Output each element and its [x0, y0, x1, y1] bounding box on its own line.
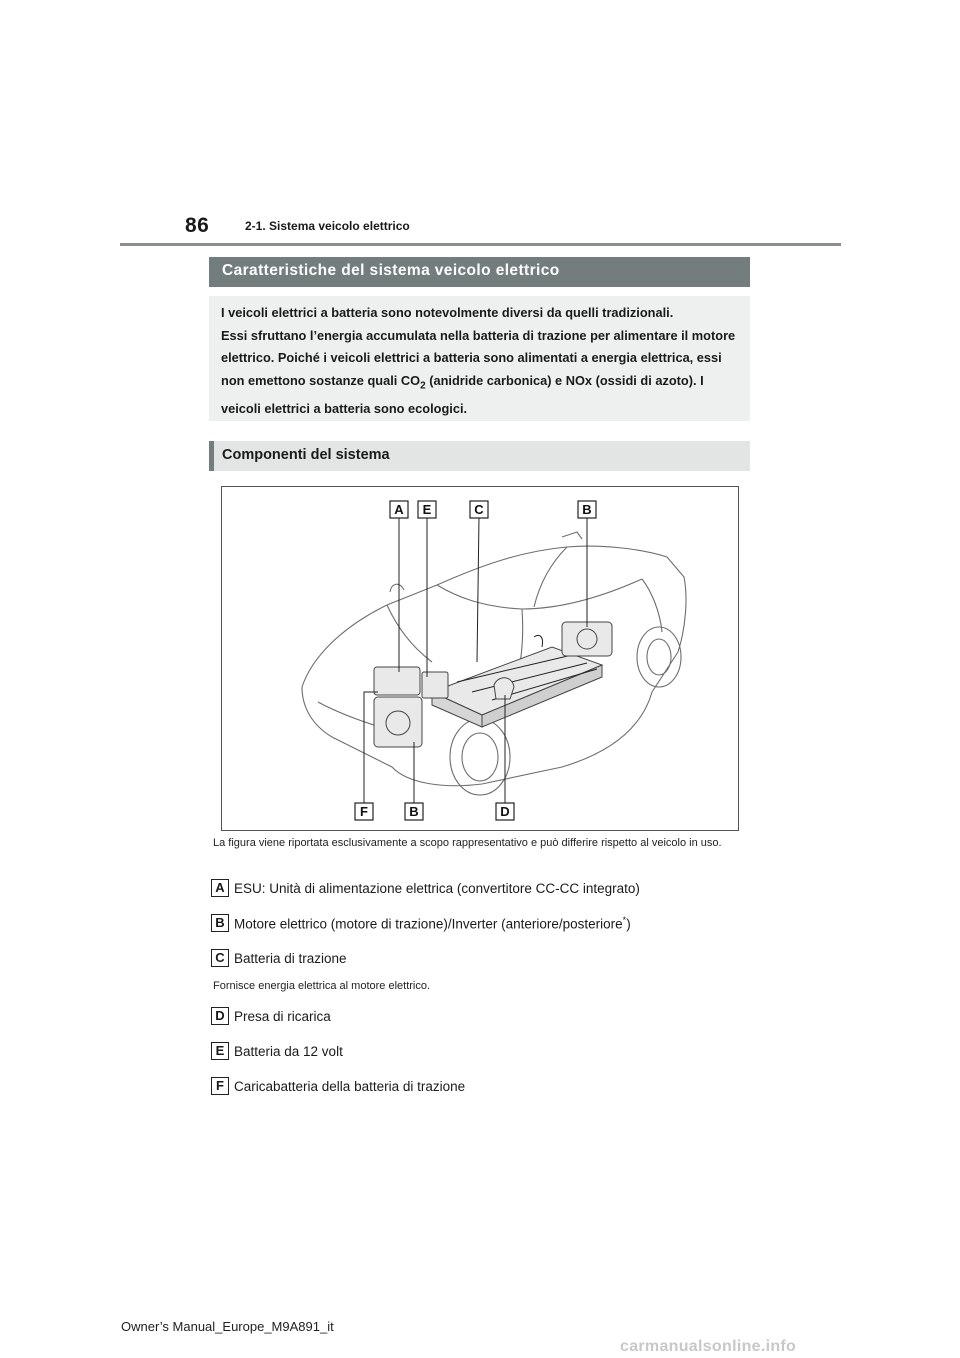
svg-text:F: F — [360, 804, 368, 819]
footer-text: Owner’s Manual_Europe_M9A891_it — [121, 1319, 334, 1334]
battery-pack — [432, 647, 602, 727]
component-item-e — [211, 1042, 343, 1060]
section-accent — [209, 441, 214, 471]
label-b-top — [578, 501, 596, 518]
component-note: Fornisce energia elettrica al motore elettrico. — [213, 980, 431, 992]
component-item-c — [211, 949, 347, 967]
label-a — [390, 501, 408, 518]
component-text: ESU: Unità di alimentazione elettrica (convertitore CC-CC integrato) — [234, 880, 640, 896]
watermark: carmanualsonline.info — [620, 1338, 797, 1355]
component-badge: D — [211, 1007, 229, 1025]
intro-box — [209, 296, 750, 421]
intro-text — [221, 302, 745, 420]
intro-line-1: I veicoli elettrici a batteria sono notevolmente diversi da quelli tradizionali. — [221, 305, 674, 320]
charging-inlet — [494, 678, 514, 699]
component-text: Batteria da 12 volt — [234, 1043, 343, 1059]
component-badge: B — [211, 914, 229, 932]
svg-text:D: D — [500, 804, 510, 819]
car-outline — [302, 532, 686, 795]
system-diagram — [221, 486, 739, 831]
svg-text:B: B — [409, 804, 419, 819]
component-item-b — [211, 914, 631, 932]
section-title-components: Componenti del sistema — [222, 447, 390, 463]
component-badge: C — [211, 949, 229, 967]
label-c — [470, 501, 488, 518]
component-text: Caricabatteria della batteria di trazione — [234, 1078, 466, 1094]
component-badge: F — [211, 1077, 229, 1095]
breadcrumb: 2-1. Sistema veicolo elettrico — [245, 219, 410, 233]
label-f — [355, 803, 373, 820]
leader-c — [477, 517, 479, 662]
12v-battery — [422, 672, 448, 698]
svg-text:A: A — [394, 502, 404, 517]
component-text: Batteria di trazione — [234, 950, 347, 966]
intro-line-2: Essi sfruttano l’energia accumulata nella batteria di trazione per alimentare il motore elettrico. Poiché i veicoli elettrici a batteria sono alimentati a energia elettrica, essi non emettono sostanze quali CO — [221, 327, 736, 388]
figure-caption: La figura viene riportata esclusivamente a scopo rappresentativo e può differire rispetto al veicolo in uso. — [213, 837, 722, 849]
page-number: 86 — [185, 214, 210, 237]
component-item-f — [211, 1077, 465, 1095]
component-badge: E — [211, 1042, 229, 1060]
intro-subscript: 2 — [420, 380, 426, 392]
section-header-components — [209, 441, 750, 471]
intro-line-2-end: (anidride carbonica) e NOx (ossidi di azoto). I veicoli elettrici a batteria sono ecologici. — [221, 372, 704, 416]
label-e — [418, 501, 436, 518]
svg-text:B: B — [582, 502, 592, 517]
label-b-bottom — [405, 803, 423, 820]
component-badge: A — [211, 879, 229, 897]
car-illustration — [222, 487, 738, 830]
header-divider — [120, 243, 841, 246]
svg-text:C: C — [474, 502, 484, 517]
front-motor-inverter — [374, 697, 422, 747]
component-item-a — [211, 879, 640, 897]
section-title-features: Caratteristiche del sistema veicolo elettrico — [222, 262, 560, 279]
section-header-features — [209, 257, 750, 287]
component-text: Presa di ricarica — [234, 1008, 331, 1024]
esu-unit — [374, 667, 420, 695]
svg-text:E: E — [422, 502, 432, 517]
label-d — [496, 803, 514, 820]
component-text: Motore elettrico (motore di trazione)/Inverter (anteriore/posteriore*) — [234, 914, 631, 932]
component-item-d — [211, 1007, 331, 1025]
